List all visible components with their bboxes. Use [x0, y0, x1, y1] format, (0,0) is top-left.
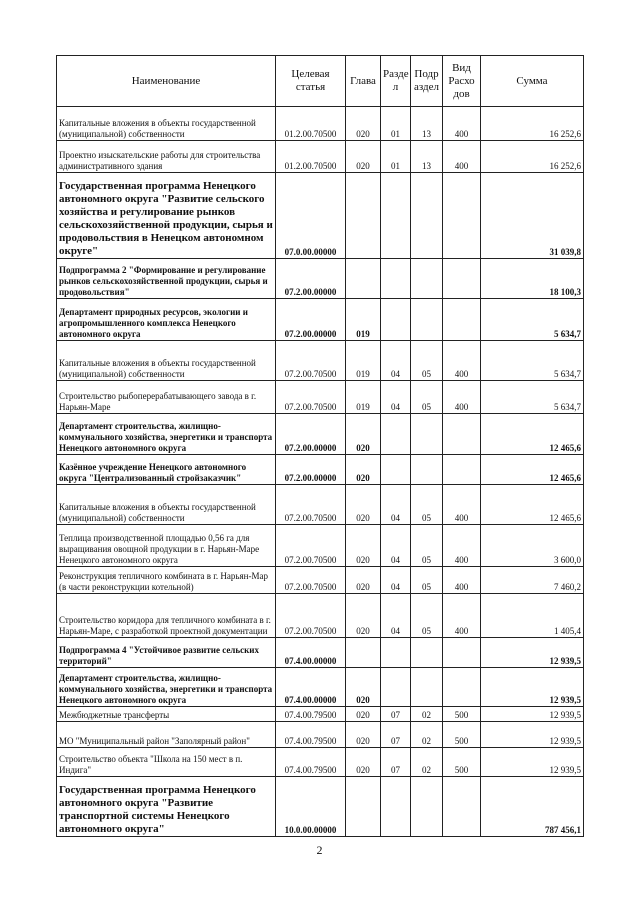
row-type: 400: [443, 567, 481, 594]
row-subsection: [411, 259, 443, 299]
row-type: [443, 777, 481, 837]
row-chapter: 019: [346, 381, 381, 414]
row-chapter: 020: [346, 668, 381, 707]
table-row: [57, 141, 584, 173]
row-chapter: 020: [346, 567, 381, 594]
row-target: 07.4.00.79500: [276, 707, 346, 722]
row-type: 500: [443, 722, 481, 748]
row-type: 400: [443, 594, 481, 638]
header-sum: Сумма: [481, 56, 584, 107]
row-section: [381, 414, 411, 455]
row-sum: 787 456,1: [481, 777, 584, 837]
row-target: 07.4.00.00000: [276, 668, 346, 707]
row-section: 04: [381, 567, 411, 594]
row-section: [381, 638, 411, 668]
row-name: Проектно изыскательские работы для строительства административного здания: [57, 141, 276, 173]
row-type: 400: [443, 525, 481, 567]
row-section: 04: [381, 381, 411, 414]
row-subsection: 05: [411, 341, 443, 381]
row-sum: 5 634,7: [481, 299, 584, 341]
table-row: [57, 707, 584, 722]
row-sum: 12 465,6: [481, 485, 584, 525]
budget-table: [56, 55, 584, 837]
row-name: Капитальные вложения в объекты государственной (муниципальной) собственности: [57, 485, 276, 525]
row-sum: 31 039,8: [481, 173, 584, 259]
row-type: 400: [443, 141, 481, 173]
row-name: Подпрограмма 2 "Формирование и регулирование рынков сельскохозяйственной продукции, сырья и продовольствия": [57, 259, 276, 299]
row-name: Строительство объекта "Школа на 150 мест в п. Индига": [57, 748, 276, 777]
row-chapter: 020: [346, 455, 381, 485]
row-chapter: 020: [346, 141, 381, 173]
row-name: Государственная программа Ненецкого автономного округа "Развитие сельского хозяйства и регулирование рынков сельскохозяйственной продукции, сырья и продовольствия в Ненецком автономном округе": [57, 173, 276, 259]
row-chapter: [346, 777, 381, 837]
header-section: Разде л: [381, 56, 411, 107]
row-sum: 12 939,5: [481, 638, 584, 668]
row-target: 07.0.00.00000: [276, 173, 346, 259]
row-subsection: 02: [411, 748, 443, 777]
row-subsection: 05: [411, 567, 443, 594]
row-type: [443, 638, 481, 668]
row-name: Реконструкция тепличного комбината в г. Нарьян-Мар (в части реконструкции котельной): [57, 567, 276, 594]
row-section: 04: [381, 485, 411, 525]
row-type: [443, 668, 481, 707]
row-type: 400: [443, 485, 481, 525]
table-row: [57, 455, 584, 485]
row-target: 07.2.00.70500: [276, 381, 346, 414]
row-name: Департамент строительства, жилищно-коммунального хозяйства, энергетики и транспорта Ненецкого автономного округа: [57, 414, 276, 455]
table-row: [57, 107, 584, 141]
header-name: Наименование: [57, 56, 276, 107]
row-type: [443, 173, 481, 259]
row-target: 10.0.00.00000: [276, 777, 346, 837]
row-chapter: 020: [346, 485, 381, 525]
row-name: Строительство коридора для тепличного комбината в г. Нарьян-Маре, с разработкой проектной документации: [57, 594, 276, 638]
row-chapter: 020: [346, 748, 381, 777]
row-subsection: 05: [411, 485, 443, 525]
row-sum: 1 405,4: [481, 594, 584, 638]
row-subsection: 13: [411, 141, 443, 173]
row-sum: 12 465,6: [481, 414, 584, 455]
row-name: Казённое учреждение Ненецкого автономного округа "Централизованный стройзаказчик": [57, 455, 276, 485]
row-type: [443, 299, 481, 341]
row-subsection: [411, 777, 443, 837]
row-name: Департамент строительства, жилищно-коммунального хозяйства, энергетики и транспорта Ненецкого автономного округа: [57, 668, 276, 707]
row-section: 07: [381, 748, 411, 777]
row-type: 500: [443, 748, 481, 777]
header-subsection: Подр аздел: [411, 56, 443, 107]
row-subsection: [411, 638, 443, 668]
row-section: 04: [381, 594, 411, 638]
row-chapter: 020: [346, 414, 381, 455]
row-target: 07.2.00.00000: [276, 414, 346, 455]
row-target: 07.2.00.00000: [276, 259, 346, 299]
row-target: 07.2.00.00000: [276, 299, 346, 341]
row-subsection: [411, 455, 443, 485]
row-name: Межбюджетные трансферты: [57, 707, 276, 722]
row-subsection: 05: [411, 525, 443, 567]
row-sum: 12 939,5: [481, 707, 584, 722]
row-section: 01: [381, 107, 411, 141]
row-type: 400: [443, 381, 481, 414]
row-sum: 5 634,7: [481, 381, 584, 414]
header-expense-type: Вид Расхо дов: [443, 56, 481, 107]
row-chapter: 020: [346, 722, 381, 748]
row-section: 01: [381, 141, 411, 173]
row-name: Теплица производственной площадью 0,56 га для выращивания овощной продукции в г. Нарьян-Маре Ненецкого автономного округа: [57, 525, 276, 567]
row-type: 500: [443, 707, 481, 722]
row-subsection: 05: [411, 594, 443, 638]
table-row: [57, 381, 584, 414]
row-sum: 12 939,5: [481, 748, 584, 777]
table-row: [57, 414, 584, 455]
row-sum: 5 634,7: [481, 341, 584, 381]
row-name: Строительство рыбоперерабатывающего завода в г. Нарьян-Маре: [57, 381, 276, 414]
table-row: [57, 722, 584, 748]
row-name: Капитальные вложения в объекты государственной (муниципальной) собственности: [57, 341, 276, 381]
row-name: Капитальные вложения в объекты государственной (муниципальной) собственности: [57, 107, 276, 141]
row-target: 07.4.00.00000: [276, 638, 346, 668]
row-target: 07.4.00.79500: [276, 748, 346, 777]
row-subsection: 02: [411, 707, 443, 722]
table-row: [57, 485, 584, 525]
row-sum: 16 252,6: [481, 107, 584, 141]
row-sum: 12 939,5: [481, 722, 584, 748]
table-row: [57, 777, 584, 837]
row-chapter: 019: [346, 341, 381, 381]
page-number: 2: [316, 843, 323, 857]
row-section: [381, 299, 411, 341]
row-section: [381, 777, 411, 837]
table-row: [57, 173, 584, 259]
row-section: [381, 259, 411, 299]
row-section: [381, 668, 411, 707]
row-section: 04: [381, 341, 411, 381]
row-target: 01.2.00.70500: [276, 141, 346, 173]
row-type: [443, 259, 481, 299]
row-name: МО "Муниципальный район "Заполярный район": [57, 722, 276, 748]
row-target: 07.2.00.00000: [276, 455, 346, 485]
table-row: [57, 638, 584, 668]
header-target: Целевая статья: [276, 56, 346, 107]
table-row: [57, 299, 584, 341]
row-type: 400: [443, 107, 481, 141]
table-row: [57, 668, 584, 707]
row-target: 07.2.00.70500: [276, 525, 346, 567]
row-chapter: [346, 259, 381, 299]
row-section: 04: [381, 525, 411, 567]
row-subsection: [411, 668, 443, 707]
row-subsection: [411, 173, 443, 259]
row-chapter: [346, 638, 381, 668]
row-name: Департамент природных ресурсов, экологии и агропромышленного комплекса Ненецкого автономного округа: [57, 299, 276, 341]
row-subsection: 05: [411, 381, 443, 414]
row-target: 07.4.00.79500: [276, 722, 346, 748]
row-target: 07.2.00.70500: [276, 485, 346, 525]
row-section: 07: [381, 707, 411, 722]
row-target: 07.2.00.70500: [276, 594, 346, 638]
row-section: [381, 455, 411, 485]
header-chapter: Глава: [346, 56, 381, 107]
row-target: 01.2.00.70500: [276, 107, 346, 141]
row-sum: 12 465,6: [481, 455, 584, 485]
row-name: Государственная программа Ненецкого автономного округа "Развитие транспортной системы Ненецкого автономного округа": [57, 777, 276, 837]
row-target: 07.2.00.70500: [276, 567, 346, 594]
table-row: [57, 567, 584, 594]
row-sum: 3 600,0: [481, 525, 584, 567]
row-subsection: 02: [411, 722, 443, 748]
row-section: 07: [381, 722, 411, 748]
table-row: [57, 594, 584, 638]
row-chapter: [346, 173, 381, 259]
row-sum: 16 252,6: [481, 141, 584, 173]
row-sum: 7 460,2: [481, 567, 584, 594]
row-chapter: 020: [346, 107, 381, 141]
table-header-row: [57, 56, 584, 107]
row-type: 400: [443, 341, 481, 381]
row-section: [381, 173, 411, 259]
row-subsection: [411, 414, 443, 455]
table-row: [57, 259, 584, 299]
row-target: 07.2.00.70500: [276, 341, 346, 381]
row-type: [443, 455, 481, 485]
row-chapter: 019: [346, 299, 381, 341]
row-chapter: 020: [346, 707, 381, 722]
row-sum: 18 100,3: [481, 259, 584, 299]
row-name: Подпрограмма 4 "Устойчивое развитие сельских территорий": [57, 638, 276, 668]
row-subsection: [411, 299, 443, 341]
row-type: [443, 414, 481, 455]
row-chapter: 020: [346, 594, 381, 638]
table-row: [57, 525, 584, 567]
row-subsection: 13: [411, 107, 443, 141]
row-chapter: 020: [346, 525, 381, 567]
table-row: [57, 341, 584, 381]
row-sum: 12 939,5: [481, 668, 584, 707]
table-row: [57, 748, 584, 777]
